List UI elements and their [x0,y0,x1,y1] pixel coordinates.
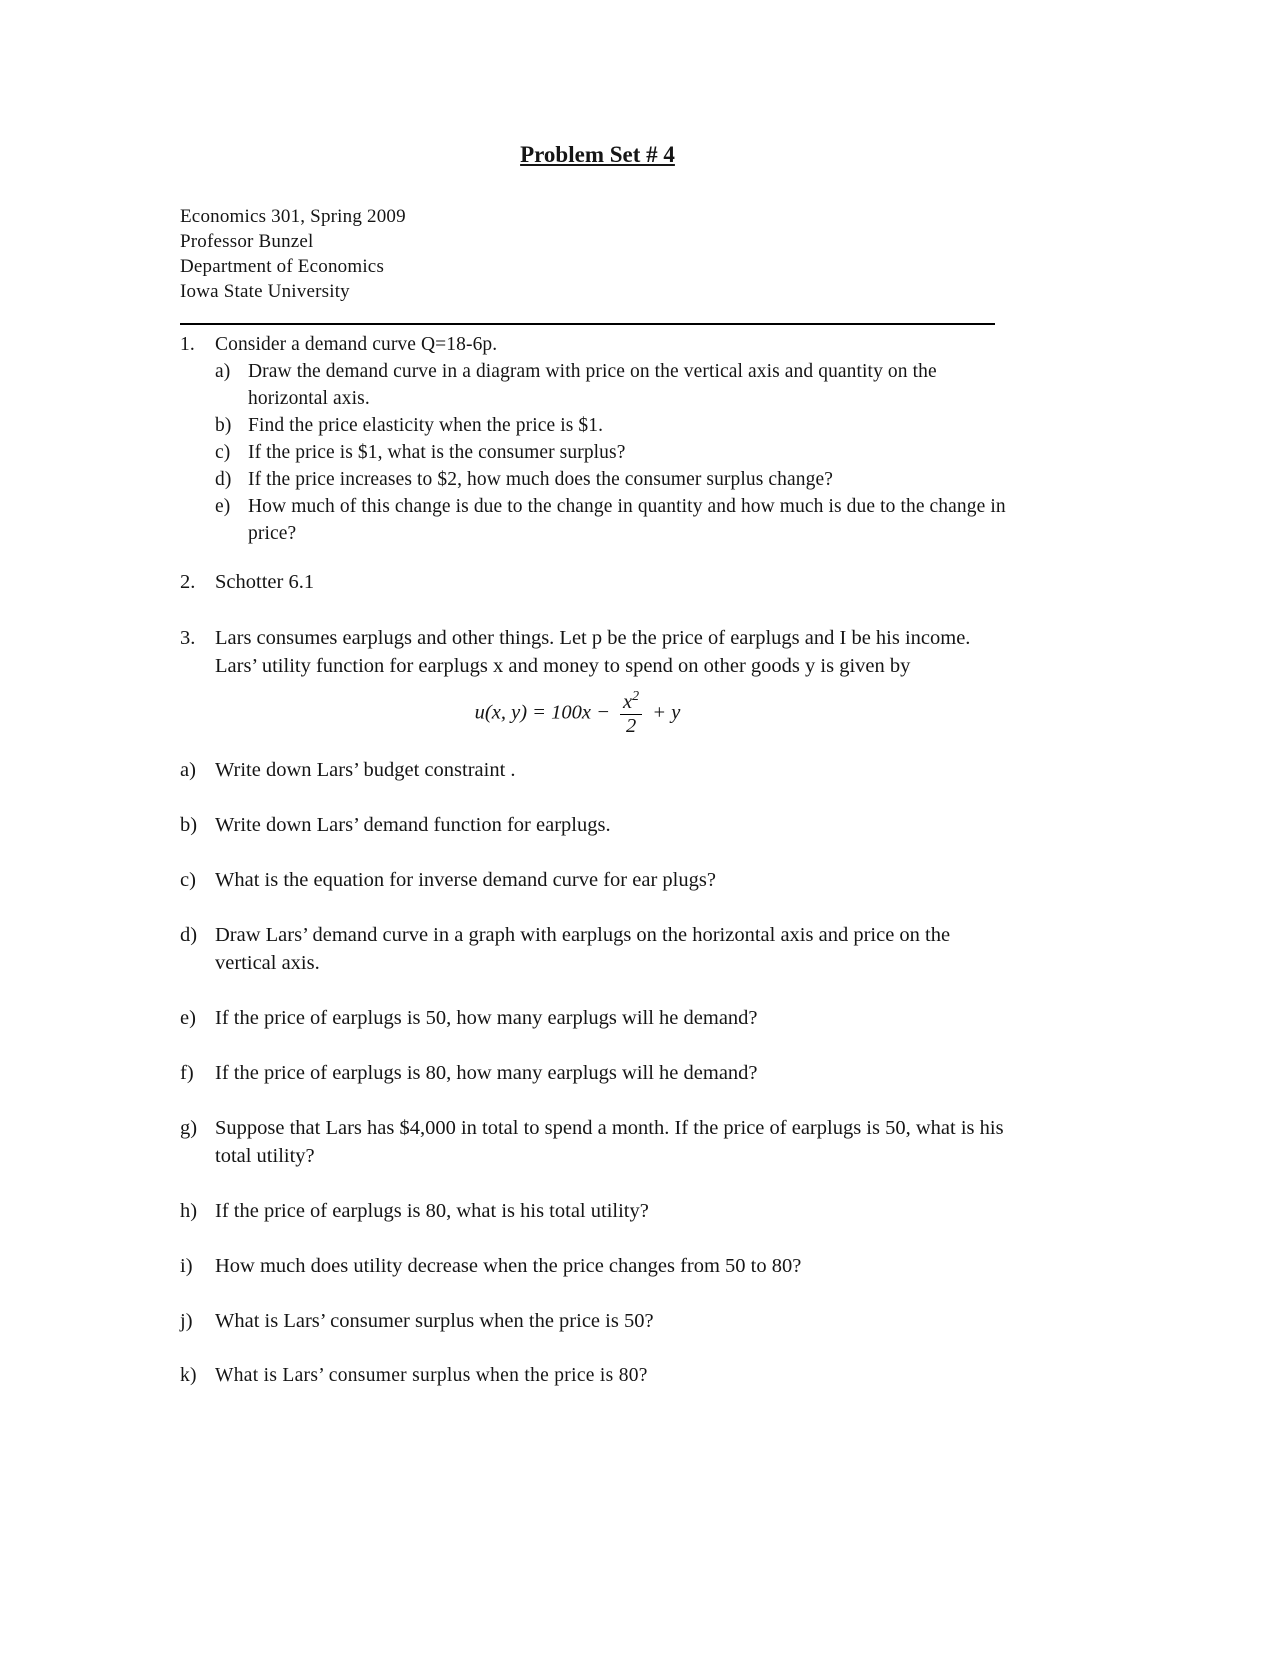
problem-3-item-j [180,1307,1015,1335]
course-line-university: Iowa State University [180,281,350,302]
course-line-professor: Professor Bunzel [180,231,314,252]
formula-numerator-base: x [623,690,633,713]
problem-3-item-d-label: d) [180,923,198,946]
problem-1-item-c-label: c) [215,442,231,463]
formula-denominator: 2 [625,715,637,738]
problem-1-item-d-text: If the price increases to $2, how much does the consumer surplus change? [248,469,833,490]
problem-3-item-c-text: What is the equation for inverse demand curve for ear plugs? [215,868,716,891]
problem-3-item-e-text: If the price of earplugs is 50, how many earplugs will he demand? [215,1006,758,1029]
problem-3-item-g-label: g) [180,1116,198,1139]
problem-3-item-g [180,1114,1015,1170]
problem-3-item-h-text: If the price of earplugs is 80, what is his total utility? [215,1199,649,1222]
problem-3-item-h-label: h) [180,1199,198,1222]
formula-rhs: + y [652,701,681,724]
problem-1-item-b [180,412,1015,439]
problem-3-item-a-label: a) [180,758,196,781]
problem-3-item-k-label: k) [180,1364,197,1386]
problem-3-item-d-text: Draw Lars’ demand curve in a graph with earplugs on the horizontal axis and price on the vertical axis. [215,923,951,974]
problem-3 [180,624,1015,680]
problem-1-item-a [180,358,1015,412]
problem-3-item-b-text: Write down Lars’ demand function for earplugs. [215,813,611,836]
problem-1-item-e-label: e) [215,496,231,517]
problem-2-number: 2. [180,571,196,593]
problem-3-item-h [180,1197,1015,1225]
problem-1-item-c [180,439,1015,466]
page-title: Problem Set # 4 [520,142,675,167]
formula-numerator-exponent: 2 [632,689,640,704]
problem-1-item-e-text: How much of this change is due to the change in quantity and how much is due to the change in price? [248,496,1006,544]
problem-3-item-j-text: What is Lars’ consumer surplus when the price is 50? [215,1309,654,1332]
problem-1-item-e [180,493,1015,547]
problem-3-item-i [180,1252,1015,1280]
divider-line [180,323,995,325]
problem-1-item-d-label: d) [215,469,232,490]
problem-3-item-f-text: If the price of earplugs is 80, how many earplugs will he demand? [215,1061,758,1084]
problem-3-item-i-label: i) [180,1254,193,1277]
problem-3-number: 3. [180,627,196,649]
problem-3-item-e [180,1004,1015,1032]
course-line-course: Economics 301, Spring 2009 [180,206,406,227]
problem-3-item-f [180,1059,1015,1087]
problem-3-item-c [180,866,1015,894]
problem-3-item-j-label: j) [180,1309,193,1332]
formula-fraction [620,690,642,738]
problem-3-text: Lars consumes earplugs and other things. Let p be the price of earplugs and I be his income. Lars’ utility function for earplugs x and money to spend on other goods y is given by [215,627,971,677]
problem-3-item-b [180,811,1015,839]
problem-3-item-k-text: What is Lars’ consumer surplus when the price is 80? [215,1364,648,1386]
problem-1-item-d [180,466,1015,493]
problem-2-text: Schotter 6.1 [215,571,315,593]
problem-2 [180,568,1015,596]
problem-3-item-a-text: Write down Lars’ budget constraint . [215,758,516,781]
problem-3-item-g-text: Suppose that Lars has $4,000 in total to spend a month. If the price of earplugs is 50, what is his total utility? [215,1116,1004,1167]
problem-1-item-c-text: If the price is $1, what is the consumer surplus? [248,442,626,463]
formula-lhs: u(x, y) = 100x − [474,701,610,724]
problem-1-item-b-text: Find the price elasticity when the price is $1. [248,415,604,436]
problem-3-item-d [180,921,1015,977]
course-header [180,204,1015,304]
problem-1-text: Consider a demand curve Q=18-6p. [215,334,498,355]
problem-1-item-b-label: b) [215,415,232,436]
problem-3-item-f-label: f) [180,1061,194,1084]
problem-3-item-b-label: b) [180,813,198,836]
course-line-department: Department of Economics [180,256,385,277]
problem-1-item-a-label: a) [215,361,231,382]
problem-3-item-e-label: e) [180,1006,196,1029]
problem-1-block [180,331,1015,547]
problem-1-number: 1. [180,334,195,355]
problem-1 [180,331,1015,358]
formula-numerator [620,690,642,715]
problem-3-item-a [180,756,1015,784]
problem-1-item-a-text: Draw the demand curve in a diagram with price on the vertical axis and quantity on the horizontal axis. [248,361,937,409]
problem-3-item-k [180,1362,1015,1390]
problem-3-item-c-label: c) [180,868,196,891]
utility-function-formula [180,690,975,738]
problem-3-item-i-text: How much does utility decrease when the price changes from 50 to 80? [215,1254,802,1277]
